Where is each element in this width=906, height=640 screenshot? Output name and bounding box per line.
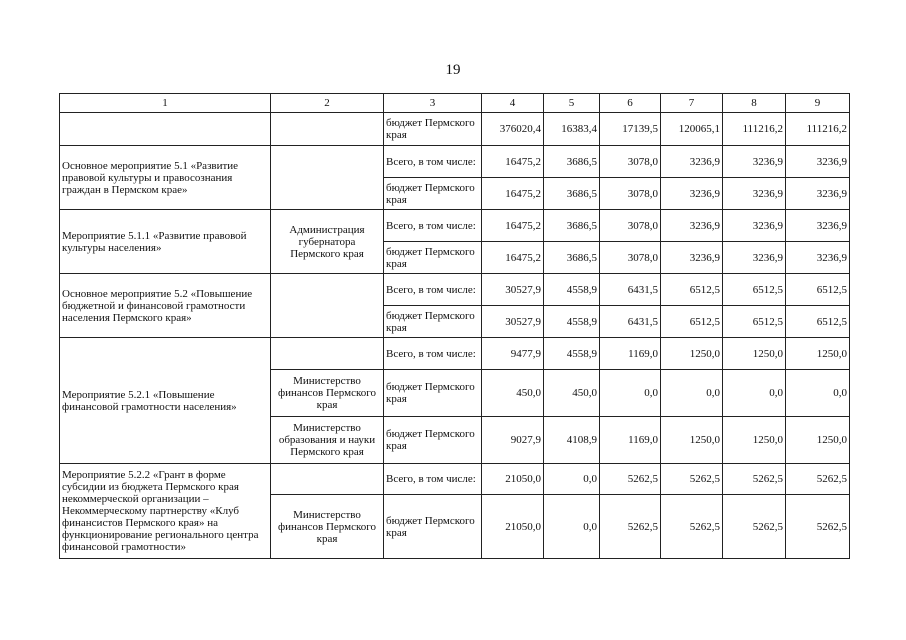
value-cell: 3078,0 [600, 178, 661, 210]
value-cell: 17139,5 [600, 113, 661, 146]
value-cell: 5262,5 [600, 464, 661, 495]
executor-cell: Министерство финансов Пермского края [271, 495, 384, 559]
value-cell: 3236,9 [661, 178, 723, 210]
table-row [60, 146, 850, 178]
value-cell: 3686,5 [544, 210, 600, 242]
funding-source-cell: бюджет Пермского края [384, 113, 482, 146]
value-cell: 16475,2 [482, 146, 544, 178]
column-header: 4 [482, 94, 544, 113]
program-name-cell: Мероприятие 5.2.2 «Грант в форме субсидии из бюджета Пермского края некоммерческой организации – Некоммерческому партнерству «Клуб финансистов Пермского края» на функционирование регионального центра финансовой грамотности» [60, 464, 271, 559]
value-cell: 1169,0 [600, 417, 661, 464]
value-cell: 4558,9 [544, 306, 600, 338]
value-cell: 4558,9 [544, 338, 600, 370]
value-cell: 3236,9 [786, 242, 850, 274]
executor-cell: Администрация губернатора Пермского края [271, 210, 384, 274]
value-cell: 30527,9 [482, 274, 544, 306]
value-cell: 3236,9 [661, 146, 723, 178]
value-cell: 6512,5 [723, 274, 786, 306]
funding-source-cell: бюджет Пермского края [384, 495, 482, 559]
value-cell: 5262,5 [661, 464, 723, 495]
table-row [60, 464, 850, 495]
value-cell: 3236,9 [723, 242, 786, 274]
program-name-cell [60, 113, 271, 146]
value-cell: 3686,5 [544, 178, 600, 210]
value-cell: 6512,5 [786, 274, 850, 306]
column-header: 5 [544, 94, 600, 113]
program-name-cell: Основное мероприятие 5.2 «Повышение бюджетной и финансовой грамотности населения Пермского края» [60, 274, 271, 338]
value-cell: 6512,5 [661, 274, 723, 306]
value-cell: 5262,5 [661, 495, 723, 559]
executor-cell [271, 464, 384, 495]
value-cell: 120065,1 [661, 113, 723, 146]
value-cell: 16475,2 [482, 210, 544, 242]
column-header: 8 [723, 94, 786, 113]
value-cell: 0,0 [600, 370, 661, 417]
value-cell: 3236,9 [786, 146, 850, 178]
table-row [60, 338, 850, 370]
value-cell: 9027,9 [482, 417, 544, 464]
funding-source-cell: бюджет Пермского края [384, 370, 482, 417]
value-cell: 5262,5 [786, 495, 850, 559]
value-cell: 6512,5 [661, 306, 723, 338]
funding-source-cell: Всего, в том числе: [384, 146, 482, 178]
value-cell: 6512,5 [786, 306, 850, 338]
funding-source-cell: бюджет Пермского края [384, 178, 482, 210]
table-row [60, 274, 850, 306]
value-cell: 0,0 [661, 370, 723, 417]
value-cell: 0,0 [544, 495, 600, 559]
funding-source-cell: Всего, в том числе: [384, 338, 482, 370]
executor-cell [271, 338, 384, 370]
value-cell: 3236,9 [723, 210, 786, 242]
executor-cell: Министерство финансов Пермского края [271, 370, 384, 417]
executor-cell [271, 274, 384, 338]
value-cell: 3686,5 [544, 242, 600, 274]
funding-source-cell: Всего, в том числе: [384, 274, 482, 306]
program-name-cell: Мероприятие 5.2.1 «Повышение финансовой грамотности населения» [60, 338, 271, 464]
value-cell: 16475,2 [482, 178, 544, 210]
value-cell: 16475,2 [482, 242, 544, 274]
value-cell: 6431,5 [600, 306, 661, 338]
column-header: 7 [661, 94, 723, 113]
value-cell: 5262,5 [723, 464, 786, 495]
value-cell: 16383,4 [544, 113, 600, 146]
budget-table [59, 93, 850, 559]
value-cell: 450,0 [544, 370, 600, 417]
value-cell: 1250,0 [786, 338, 850, 370]
value-cell: 5262,5 [723, 495, 786, 559]
funding-source-cell: Всего, в том числе: [384, 464, 482, 495]
value-cell: 3686,5 [544, 146, 600, 178]
value-cell: 30527,9 [482, 306, 544, 338]
value-cell: 3236,9 [786, 210, 850, 242]
value-cell: 6431,5 [600, 274, 661, 306]
executor-cell [271, 146, 384, 210]
column-header: 9 [786, 94, 850, 113]
value-cell: 6512,5 [723, 306, 786, 338]
executor-cell [271, 113, 384, 146]
value-cell: 1169,0 [600, 338, 661, 370]
page-number: 19 [445, 62, 461, 78]
funding-source-cell: Всего, в том числе: [384, 210, 482, 242]
value-cell: 0,0 [786, 370, 850, 417]
value-cell: 3236,9 [723, 146, 786, 178]
value-cell: 1250,0 [786, 417, 850, 464]
value-cell: 5262,5 [786, 464, 850, 495]
value-cell: 1250,0 [661, 338, 723, 370]
value-cell: 3078,0 [600, 146, 661, 178]
value-cell: 1250,0 [723, 338, 786, 370]
value-cell: 21050,0 [482, 495, 544, 559]
value-cell: 3078,0 [600, 242, 661, 274]
value-cell: 111216,2 [723, 113, 786, 146]
value-cell: 111216,2 [786, 113, 850, 146]
program-name-cell: Мероприятие 5.1.1 «Развитие правовой культуры населения» [60, 210, 271, 274]
value-cell: 5262,5 [600, 495, 661, 559]
table-row [60, 113, 850, 146]
value-cell: 21050,0 [482, 464, 544, 495]
value-cell: 4558,9 [544, 274, 600, 306]
value-cell: 376020,4 [482, 113, 544, 146]
program-name-cell: Основное мероприятие 5.1 «Развитие правовой культуры и правосознания граждан в Пермском крае» [60, 146, 271, 210]
value-cell: 9477,9 [482, 338, 544, 370]
funding-source-cell: бюджет Пермского края [384, 306, 482, 338]
funding-source-cell: бюджет Пермского края [384, 242, 482, 274]
value-cell: 4108,9 [544, 417, 600, 464]
value-cell: 0,0 [723, 370, 786, 417]
table-row [60, 210, 850, 242]
value-cell: 3236,9 [661, 210, 723, 242]
column-header: 1 [60, 94, 271, 113]
header-row [60, 94, 850, 113]
value-cell: 1250,0 [723, 417, 786, 464]
value-cell: 3236,9 [723, 178, 786, 210]
value-cell: 3236,9 [786, 178, 850, 210]
value-cell: 1250,0 [661, 417, 723, 464]
column-header: 6 [600, 94, 661, 113]
column-header: 3 [384, 94, 482, 113]
value-cell: 3078,0 [600, 210, 661, 242]
column-header: 2 [271, 94, 384, 113]
value-cell: 3236,9 [661, 242, 723, 274]
value-cell: 450,0 [482, 370, 544, 417]
funding-source-cell: бюджет Пермского края [384, 417, 482, 464]
value-cell: 0,0 [544, 464, 600, 495]
executor-cell: Министерство образования и науки Пермского края [271, 417, 384, 464]
